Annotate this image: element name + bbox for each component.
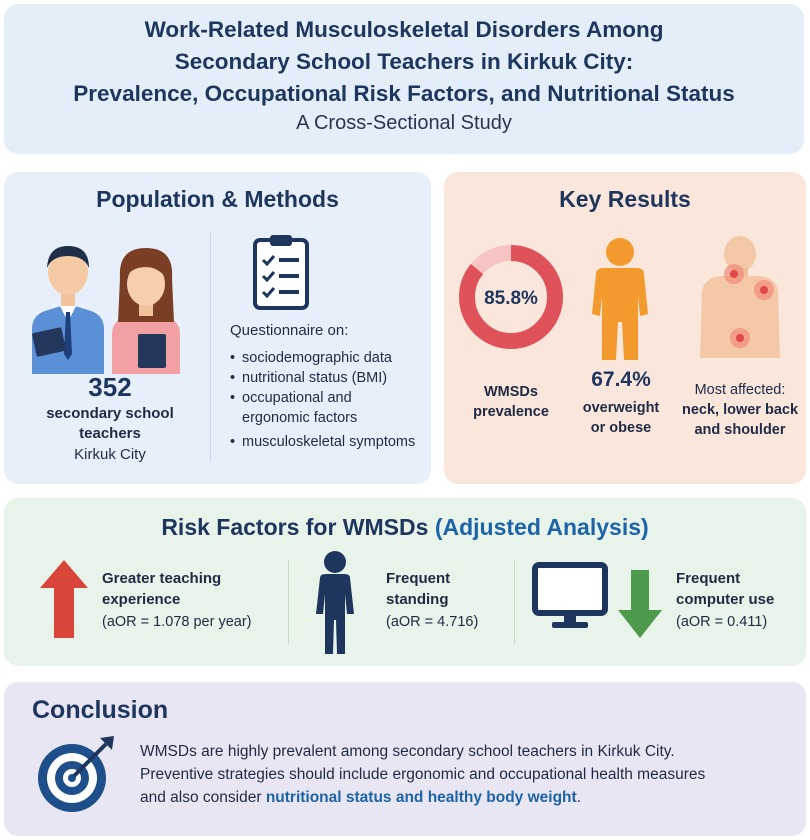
sample-count: 352 xyxy=(88,372,132,402)
overweight-label-1: overweight xyxy=(582,400,660,416)
title-line-3: Prevalence, Occupational Risk Factors, and Nutritional Status xyxy=(73,81,735,106)
risk-panel xyxy=(4,498,806,666)
questionnaire-list xyxy=(230,348,430,452)
title-line-2: Secondary School Teachers in Kirkuk City: xyxy=(174,49,634,74)
questionnaire-item-text: occupational and xyxy=(242,390,352,406)
results-panel xyxy=(444,172,806,484)
questionnaire-item: • sociodemographic data xyxy=(230,348,430,368)
results-title: Key Results xyxy=(559,186,691,212)
factor-1-line-1: Greater teaching xyxy=(102,570,222,587)
overweight-value: 67.4% xyxy=(591,368,651,391)
sample-label-1: secondary school xyxy=(46,405,174,422)
computer-monitor-icon xyxy=(532,562,608,632)
factor-3-line-1: Frequent xyxy=(676,570,741,587)
body-pain-icon xyxy=(694,234,786,362)
conclusion-title: Conclusion xyxy=(32,696,169,724)
factor-1-line-2: experience xyxy=(102,591,181,608)
methods-divider xyxy=(210,232,211,462)
header-panel xyxy=(4,4,804,154)
affected-label-2: neck, lower back xyxy=(681,402,799,418)
affected-label-3: and shoulder xyxy=(694,422,786,438)
conclusion-line-1: WMSDs are highly prevalent among secondary school teachers in Kirkuk City. xyxy=(140,743,675,760)
overweight-label-2: or obese xyxy=(590,420,652,436)
teachers-icon xyxy=(20,234,200,374)
prevalence-donut xyxy=(456,242,566,352)
risk-divider xyxy=(514,560,515,644)
questionnaire-item xyxy=(230,388,430,428)
factor-2-line-2: standing xyxy=(386,591,449,608)
conclusion-panel xyxy=(4,682,806,836)
factor-2-stat: (aOR = 4.716) xyxy=(386,614,479,630)
subtitle: A Cross-Sectional Study xyxy=(296,112,512,134)
questionnaire-heading: Questionnaire on: xyxy=(230,322,349,339)
factor-3-line-2: computer use xyxy=(676,591,775,608)
conclusion-line-3 xyxy=(140,786,800,809)
conclusion-line-3-plain: and also consider xyxy=(140,789,266,806)
standing-person-icon xyxy=(312,550,358,656)
conclusion-line-2: Preventive strategies should include ergonomic and occupational health measures xyxy=(140,766,706,783)
factor-2-line-1: Frequent xyxy=(386,570,451,587)
conclusion-highlight: nutritional status and healthy body weight xyxy=(265,789,577,806)
questionnaire-item: • musculoskeletal symptoms xyxy=(230,432,430,452)
person-icon xyxy=(584,236,656,364)
target-icon xyxy=(34,732,118,816)
clipboard-icon xyxy=(252,232,310,310)
prevalence-value: 85.8% xyxy=(484,288,538,309)
risk-title-paren: (Adjusted Analysis) xyxy=(434,514,649,540)
methods-title: Population & Methods xyxy=(96,186,339,212)
methods-panel xyxy=(4,172,431,484)
prevalence-label-1: WMSDs xyxy=(484,384,538,400)
prevalence-label-2: prevalence xyxy=(473,404,549,420)
risk-title xyxy=(4,514,806,541)
sample-location: Kirkuk City xyxy=(74,446,146,463)
affected-label-1: Most affected: xyxy=(694,382,786,398)
factor-1-stat: (aOR = 1.078 per year) xyxy=(102,614,252,630)
questionnaire-item: • nutritional status (BMI) xyxy=(230,368,430,388)
arrow-down-icon xyxy=(618,570,662,638)
sample-label-2: teachers xyxy=(79,425,141,442)
conclusion-line-3-end: . xyxy=(576,789,582,806)
factor-3-stat: (aOR = 0.411) xyxy=(676,614,768,630)
risk-divider xyxy=(288,560,289,644)
questionnaire-item-text-2: ergonomic factors xyxy=(242,410,358,426)
risk-title-main: Risk Factors for WMSDs xyxy=(161,514,429,540)
arrow-up-icon xyxy=(40,560,88,638)
title-line-1: Work-Related Musculoskeletal Disorders Among xyxy=(144,17,664,42)
conclusion-text xyxy=(140,740,800,809)
